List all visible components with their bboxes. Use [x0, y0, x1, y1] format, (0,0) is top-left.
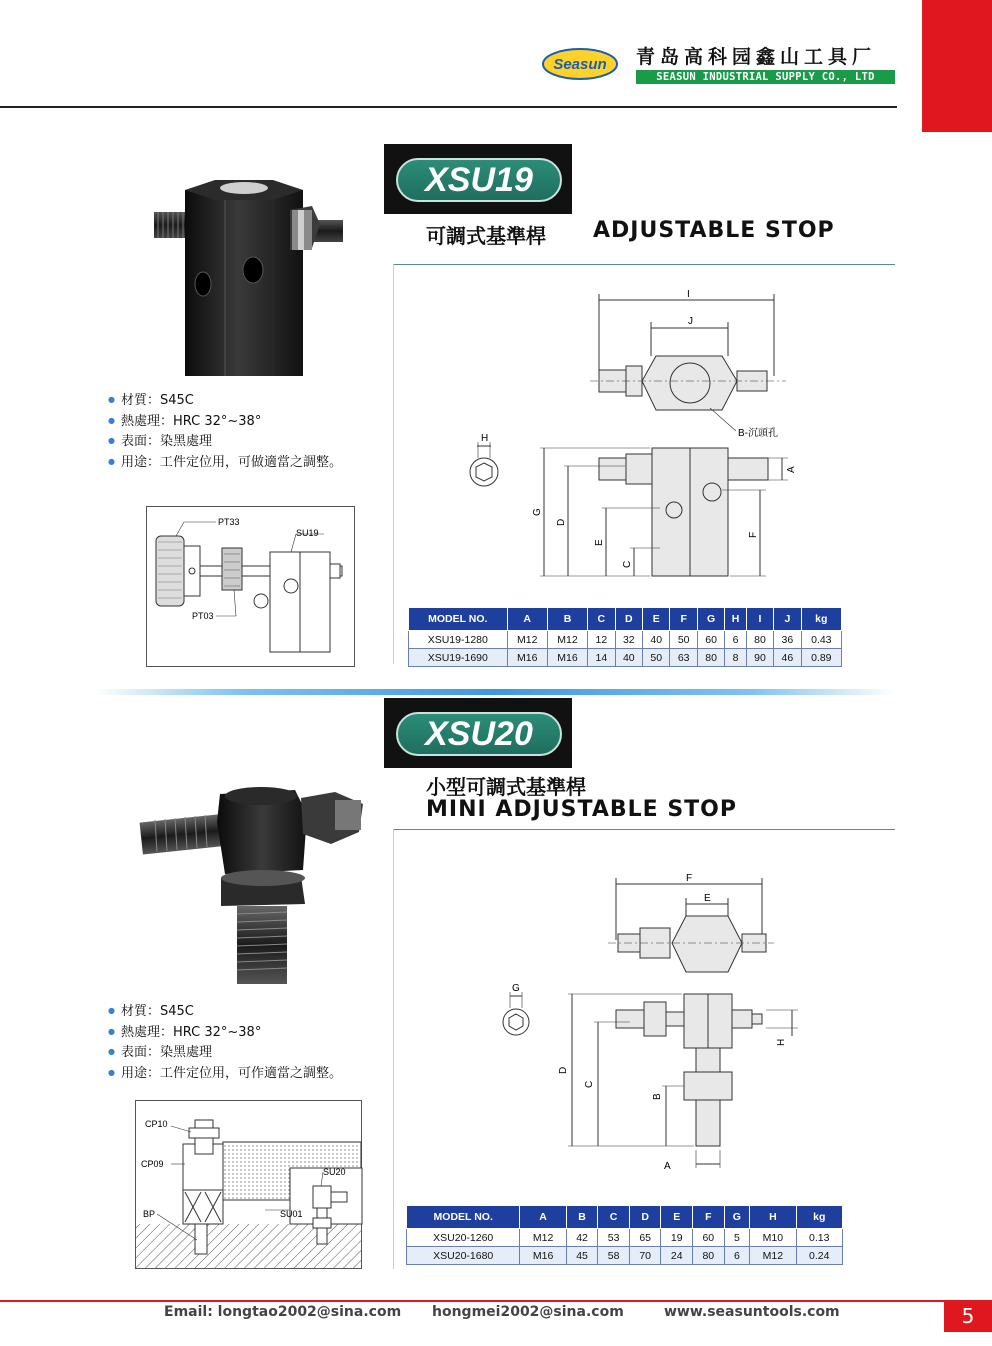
table-cell: 6	[724, 1247, 750, 1265]
table-cell: 90	[746, 649, 773, 667]
col-c: C	[588, 608, 615, 631]
table-cell: XSU19-1280	[409, 631, 508, 649]
table-row	[409, 649, 842, 667]
table-cell: 0.43	[801, 631, 841, 649]
table-cell: XSU19-1690	[409, 649, 508, 667]
table-cell: 63	[670, 649, 697, 667]
assembly-label-cp09: CP09	[141, 1159, 164, 1169]
xsu20-code: XSU20	[396, 712, 562, 756]
table-cell: 8	[725, 649, 746, 667]
dim-label-a: A	[664, 1161, 671, 1172]
col-model: MODEL NO.	[409, 608, 508, 631]
table-cell: 53	[598, 1229, 630, 1247]
table-cell: 42	[566, 1229, 598, 1247]
xsu20-spec-material: ● 材質：S45C	[108, 1002, 342, 1023]
footer-email-2[interactable]: hongmei2002@sina.com	[432, 1304, 624, 1320]
col-i: I	[746, 608, 773, 631]
dim-label-e: E	[704, 893, 711, 904]
xsu19-spec-material: ● 材質：S45C	[108, 391, 342, 412]
dim-label-h: H	[776, 1038, 787, 1046]
xsu20-spec-table	[406, 1205, 843, 1265]
table-cell: 0.24	[796, 1247, 842, 1265]
table-cell: 19	[661, 1229, 693, 1247]
assembly-label-su20: SU20	[323, 1167, 346, 1177]
company-name-en: SEASUN INDUSTRIAL SUPPLY CO., LTD	[636, 70, 895, 84]
xsu20-technical-drawing	[490, 868, 810, 1178]
table-cell: 0.89	[801, 649, 841, 667]
col-f: F	[670, 608, 697, 631]
xsu20-title-en: MINI ADJUSTABLE STOP	[426, 797, 737, 822]
xsu20-product-photo	[135, 782, 370, 992]
table-row	[409, 631, 842, 649]
table-cell: 24	[661, 1247, 693, 1265]
xsu19-title-cn: 可調式基準桿	[426, 224, 546, 248]
xsu19-product-photo	[140, 180, 360, 380]
assembly-label-su19: SU19	[296, 528, 319, 538]
col-d: D	[615, 608, 642, 631]
col-a: A	[520, 1206, 566, 1229]
table-cell: 0.13	[796, 1229, 842, 1247]
dim-label-e: E	[594, 539, 605, 546]
table-cell: 6	[725, 631, 746, 649]
table-cell: 36	[774, 631, 801, 649]
xsu19-spec-table	[408, 607, 842, 667]
xsu20-title-cn: 小型可調式基準桿	[426, 775, 586, 799]
dim-label-f: F	[686, 873, 693, 884]
dim-label-i: I	[687, 289, 690, 300]
dim-label-b-counterbore: B-沉頭孔	[738, 428, 778, 439]
table-cell: M12	[507, 631, 547, 649]
table-cell: 14	[588, 649, 615, 667]
table-cell: 46	[774, 649, 801, 667]
table-cell: M12	[547, 631, 587, 649]
xsu19-column-divider	[393, 264, 394, 664]
col-e: E	[643, 608, 670, 631]
assembly-label-pt03: PT03	[192, 611, 214, 621]
xsu19-technical-drawing	[460, 286, 800, 586]
xsu20-spec-list	[108, 1002, 342, 1084]
xsu19-title-rule	[394, 264, 895, 265]
table-cell: 70	[629, 1247, 661, 1265]
table-cell: M12	[750, 1247, 796, 1265]
dim-label-c: C	[584, 1080, 595, 1088]
xsu19-spec-heat: ● 熱處理：HRC 32°~38°	[108, 412, 342, 433]
dim-label-g: G	[532, 508, 543, 516]
xsu20-code-box	[384, 698, 572, 768]
assembly-label-su01: SU01	[280, 1209, 303, 1219]
xsu20-spec-heat: ● 熱處理：HRC 32°~38°	[108, 1023, 342, 1044]
col-g: G	[724, 1206, 750, 1229]
dim-label-j: J	[688, 316, 693, 327]
table-cell: XSU20-1680	[407, 1247, 520, 1265]
header-rule	[0, 106, 897, 108]
dim-label-d: D	[556, 518, 567, 526]
footer-website[interactable]: www.seasuntools.com	[664, 1304, 840, 1320]
xsu19-code: XSU19	[396, 158, 562, 202]
xsu19-spec-list	[108, 391, 342, 473]
col-model: MODEL NO.	[407, 1206, 520, 1229]
assembly-label-cp10: CP10	[145, 1119, 168, 1129]
company-logo	[541, 47, 619, 81]
table-cell: 80	[697, 649, 724, 667]
table-cell: 40	[615, 649, 642, 667]
table-cell: 50	[670, 631, 697, 649]
assembly-label-pt33: PT33	[218, 517, 240, 527]
table-cell: 45	[566, 1247, 598, 1265]
xsu19-spec-usage: ● 用途：工件定位用，可做適當之調整。	[108, 453, 342, 474]
xsu20-spec-surface: ● 表面：染黑處理	[108, 1043, 342, 1064]
table-cell: 60	[697, 631, 724, 649]
table-cell: M16	[547, 649, 587, 667]
col-f: F	[693, 1206, 725, 1229]
table-row	[407, 1247, 843, 1265]
table-cell: M16	[520, 1247, 566, 1265]
xsu19-title-en: ADJUSTABLE STOP	[593, 218, 835, 243]
xsu19-code-box	[384, 144, 572, 214]
footer-email-1[interactable]: Email: longtao2002@sina.com	[164, 1304, 402, 1320]
col-h: H	[750, 1206, 796, 1229]
col-b: B	[547, 608, 587, 631]
table-cell: M16	[507, 649, 547, 667]
dim-label-f: F	[748, 531, 759, 538]
xsu20-spec-usage: ● 用途：工件定位用，可作適當之調整。	[108, 1064, 342, 1085]
col-j: J	[774, 608, 801, 631]
table-header-row	[407, 1206, 843, 1229]
col-kg: kg	[801, 608, 841, 631]
dim-label-d: D	[558, 1066, 569, 1074]
xsu19-spec-surface: ● 表面：染黑處理	[108, 432, 342, 453]
table-cell: 40	[643, 631, 670, 649]
col-e: E	[661, 1206, 693, 1229]
table-cell: 80	[693, 1247, 725, 1265]
table-cell: M12	[520, 1229, 566, 1247]
xsu19-assembly-diagram	[146, 506, 356, 668]
red-corner-tab	[922, 0, 992, 132]
xsu20-title-rule	[394, 829, 895, 830]
col-h: H	[725, 608, 746, 631]
dim-label-a: A	[786, 466, 797, 473]
col-g: G	[697, 608, 724, 631]
table-cell: 65	[629, 1229, 661, 1247]
table-cell: 50	[643, 649, 670, 667]
dim-label-h: H	[481, 433, 489, 444]
section-divider	[95, 689, 895, 695]
dim-label-c: C	[622, 560, 633, 568]
dim-label-b: B	[652, 1093, 663, 1100]
dim-label-g: G	[512, 983, 520, 994]
table-cell: 5	[724, 1229, 750, 1247]
footer-rule	[0, 1300, 944, 1302]
xsu20-assembly-diagram	[135, 1100, 363, 1270]
assembly-label-bp: BP	[143, 1209, 156, 1219]
col-kg: kg	[796, 1206, 842, 1229]
page-number: 5	[944, 1300, 992, 1332]
company-name-cn: 青岛高科园鑫山工具厂	[636, 46, 877, 68]
table-cell: 32	[615, 631, 642, 649]
table-cell: 80	[746, 631, 773, 649]
logo-text: Seasun	[553, 56, 607, 73]
table-cell: 60	[693, 1229, 725, 1247]
table-cell: XSU20-1260	[407, 1229, 520, 1247]
table-row	[407, 1229, 843, 1247]
table-header-row	[409, 608, 842, 631]
table-cell: 58	[598, 1247, 630, 1265]
table-cell: M10	[750, 1229, 796, 1247]
col-d: D	[629, 1206, 661, 1229]
col-c: C	[598, 1206, 630, 1229]
xsu20-column-divider	[393, 829, 394, 1269]
table-cell: 12	[588, 631, 615, 649]
col-a: A	[507, 608, 547, 631]
col-b: B	[566, 1206, 598, 1229]
